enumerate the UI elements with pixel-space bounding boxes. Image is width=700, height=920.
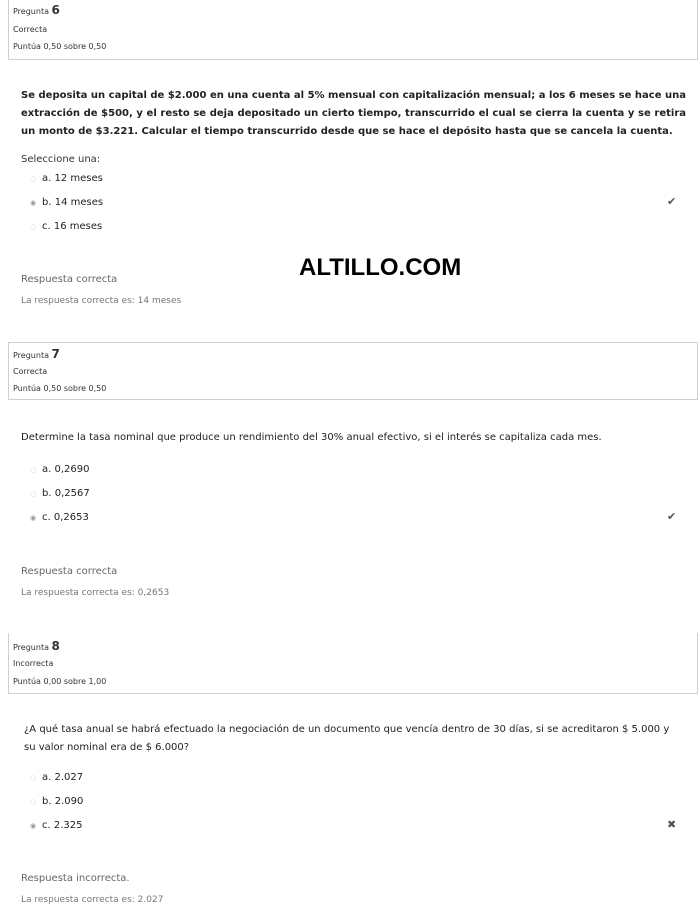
- check-icon: ✔: [667, 195, 677, 208]
- question-state: Correcta: [13, 367, 48, 376]
- question-6-option-a[interactable]: [28, 172, 103, 186]
- watermark: ALTILLO.COM: [299, 254, 462, 281]
- option-label: b. 2.090: [42, 796, 84, 807]
- question-8-header: [8, 633, 698, 694]
- question-label: [13, 3, 60, 17]
- question-score: Puntúa 0,00 sobre 1,00: [13, 677, 107, 686]
- question-6-text: Se deposita un capital de $2.000 en una cuenta al 5% mensual con capitalización mensual; a los 6 meses se hace una extracción de $500, y el resto se deja depositado un cierto tiempo, transcurrido el cual se cierra la cuenta y se retira un monto de $3.221. Calcular el tiempo transcurrido desde que se hace el depósito hasta que se cancela la cuenta.: [21, 90, 686, 137]
- question-number: 8: [51, 639, 60, 653]
- option-label: a. 0,2690: [42, 464, 90, 475]
- option-label: c. 0,2653: [42, 512, 89, 523]
- question-6-option-c[interactable]: [28, 220, 102, 234]
- question-score: Puntúa 0,50 sobre 0,50: [13, 42, 107, 51]
- radio-icon[interactable]: ◌: [29, 490, 37, 498]
- question-7-text: Determine la tasa nominal que produce un rendimiento del 30% anual efectivo, si el interés se capitaliza cada mes.: [21, 432, 602, 443]
- question-7-option-a[interactable]: [28, 463, 89, 477]
- question-8-option-a[interactable]: [28, 771, 83, 785]
- question-8-right-answer: La respuesta correcta es: 2.027: [21, 895, 164, 905]
- question-number: 6: [51, 3, 60, 17]
- question-8-option-b[interactable]: [28, 795, 83, 809]
- question-6-option-b[interactable]: [28, 196, 103, 210]
- cross-icon: ✖: [667, 818, 677, 831]
- radio-icon[interactable]: ◌: [29, 798, 37, 806]
- question-7-feedback: Respuesta correcta: [21, 566, 118, 577]
- question-8-feedback: Respuesta incorrecta.: [21, 873, 130, 884]
- question-state: Correcta: [13, 25, 48, 34]
- question-score: Puntúa 0,50 sobre 0,50: [13, 384, 107, 393]
- radio-icon[interactable]: ◌: [29, 774, 37, 782]
- radio-selected-icon[interactable]: ◉: [29, 514, 37, 522]
- question-6-right-answer: La respuesta correcta es: 14 meses: [21, 296, 182, 306]
- radio-icon[interactable]: ◌: [29, 466, 37, 474]
- radio-selected-icon[interactable]: ◉: [29, 822, 37, 830]
- question-label-text: Pregunta: [13, 351, 49, 360]
- radio-icon[interactable]: ◌: [29, 175, 37, 183]
- select-one-prompt: Seleccione una:: [21, 154, 101, 165]
- radio-selected-icon[interactable]: ◉: [29, 199, 37, 207]
- option-label: c. 2.325: [42, 820, 83, 831]
- question-6-feedback: Respuesta correcta: [21, 274, 118, 285]
- question-7-option-c[interactable]: [28, 511, 89, 525]
- question-label-text: Pregunta: [13, 643, 49, 652]
- option-label: a. 12 meses: [42, 173, 103, 184]
- question-number: 7: [51, 347, 60, 361]
- radio-icon[interactable]: ◌: [29, 223, 37, 231]
- question-8-text: ¿A qué tasa anual se habrá efectuado la negociación de un documento que vencía dentro de 30 días, si se acreditaron $ 5.000 y su valor nominal era de $ 6.000?: [24, 724, 670, 753]
- option-label: b. 14 meses: [42, 197, 104, 208]
- question-7-header: [8, 342, 698, 400]
- option-label: b. 0,2567: [42, 488, 90, 499]
- option-label: a. 2.027: [42, 772, 84, 783]
- check-icon: ✔: [667, 510, 677, 523]
- question-6-header: [8, 0, 698, 60]
- option-label: c. 16 meses: [42, 221, 103, 232]
- question-state: Incorrecta: [13, 659, 54, 668]
- question-label-text: Pregunta: [13, 7, 49, 16]
- question-7-option-b[interactable]: [28, 487, 90, 501]
- question-7-right-answer: La respuesta correcta es: 0,2653: [21, 588, 170, 598]
- question-8-option-c[interactable]: [28, 819, 82, 833]
- question-label: [13, 347, 60, 361]
- question-label: [13, 639, 60, 653]
